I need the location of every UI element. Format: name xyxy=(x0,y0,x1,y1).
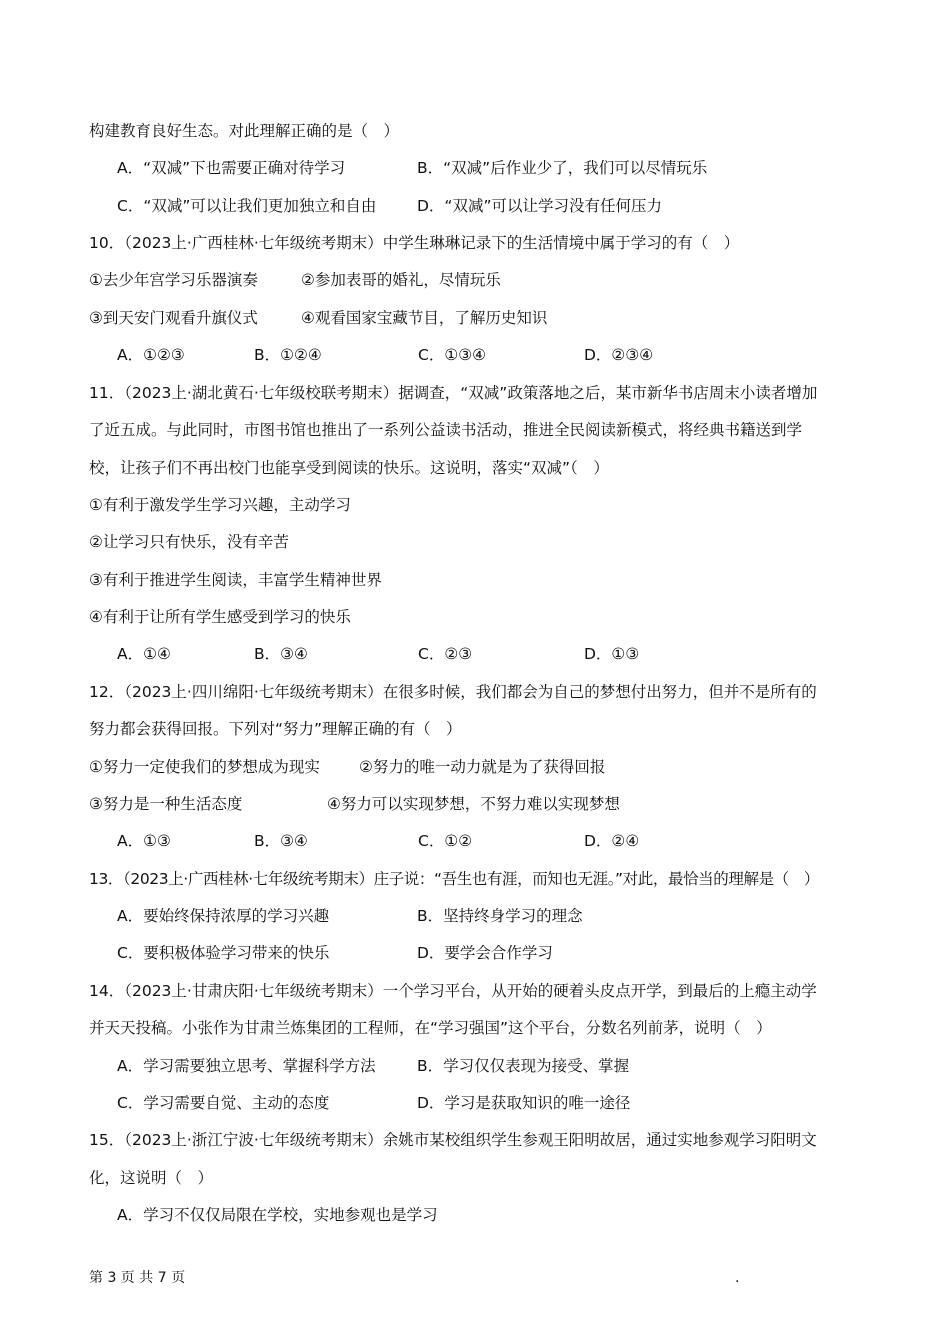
question-12-option-a: A．①③ xyxy=(117,832,171,850)
question-14-option-a: A．学习需要独立思考、掌握科学方法 xyxy=(117,1057,376,1075)
question-11-statement-3: ③有利于推进学生阅读，丰富学生精神世界 xyxy=(89,571,382,589)
question-12-stem-1: 12．（2023上·四川绵阳·七年级统考期末）在很多时候，我们都会为自己的梦想付出努力，但并不是所有的 xyxy=(89,683,817,701)
question-11-option-c: C．②③ xyxy=(418,645,473,663)
question-10-statement-2: ②参加表哥的婚礼，尽情玩乐 xyxy=(301,271,501,289)
question-10-option-d: D．②③④ xyxy=(584,346,654,364)
question-10-option-c: C．①③④ xyxy=(418,346,487,364)
question-13-option-a: A．要始终保持浓厚的学习兴趣 xyxy=(117,907,330,925)
question-14-option-d: D．学习是获取知识的唯一途径 xyxy=(417,1094,631,1112)
page-number-footer: 第 3 页 共 7 页 xyxy=(89,1270,186,1286)
question-12-option-d: D．②④ xyxy=(584,832,640,850)
question-9-option-b: B．“双减”后作业少了，我们可以尽情玩乐 xyxy=(417,159,708,177)
question-9-stem-end: 构建教育良好生态。对此理解正确的是（ ） xyxy=(89,122,400,140)
question-10-stem: 10．（2023上·广西桂林·七年级统考期末）中学生琳琳记录下的生活情境中属于学习的有（ ） xyxy=(89,234,740,252)
question-15-option-a: A．学习不仅仅局限在学校，实地参观也是学习 xyxy=(117,1206,438,1224)
question-15-stem-1: 15．（2023上·浙江宁波·七年级统考期末）余姚市某校组织学生参观王阳明故居，通过实地参观学习阳明文 xyxy=(89,1131,817,1149)
question-12-statement-2: ②努力的唯一动力就是为了获得回报 xyxy=(359,758,606,776)
question-11-option-d: D．①③ xyxy=(584,645,640,663)
question-11-stem-2: 了近五成。与此同时，市图书馆也推出了一系列公益读书活动，推进全民阅读新模式，将经典书籍送到学 xyxy=(89,421,803,439)
question-11-stem-3: 校，让孩子们不再出校门也能享受到阅读的快乐。这说明，落实“双减”（ ） xyxy=(89,459,609,477)
question-12-stem-2: 努力都会获得回报。下列对“努力”理解正确的有（ ） xyxy=(89,720,462,738)
question-12-statement-3: ③努力是一种生活态度 xyxy=(89,795,243,813)
question-10-option-b: B．①②④ xyxy=(254,346,322,364)
question-14-stem-2: 并天天投稿。小张作为甘肃兰炼集团的工程师，在“学习强国”这个平台，分数名列前茅，说明（ ） xyxy=(89,1019,772,1037)
question-10-statement-3: ③到天安门观看升旗仪式 xyxy=(89,309,258,327)
question-14-option-c: C．学习需要自觉、主动的态度 xyxy=(117,1094,330,1112)
question-10-statement-4: ④观看国家宝藏节目，了解历史知识 xyxy=(301,309,548,327)
question-11-statement-4: ④有利于让所有学生感受到学习的快乐 xyxy=(89,608,351,626)
question-11-stem-1: 11．（2023上·湖北黄石·七年级校联考期末）据调查，“双减”政策落地之后，某市新华书店周末小读者增加 xyxy=(89,384,818,402)
question-11-option-a: A．①④ xyxy=(117,645,171,663)
footer-dot: . xyxy=(735,1270,740,1286)
question-14-option-b: B．学习仅仅表现为接受、掌握 xyxy=(417,1057,630,1075)
question-12-statement-4: ④努力可以实现梦想，不努力难以实现梦想 xyxy=(327,795,620,813)
question-12-option-b: B．③④ xyxy=(254,832,308,850)
question-10-option-a: A．①②③ xyxy=(117,346,185,364)
question-14-stem-1: 14．（2023上·甘肃庆阳·七年级统考期末）一个学习平台，从开始的硬着头皮点开学，到最后的上瘾主动学 xyxy=(89,982,817,1000)
question-13-option-c: C．要积极体验学习带来的快乐 xyxy=(117,944,330,962)
question-9-option-d: D．“双减”可以让学习没有任何压力 xyxy=(417,197,662,215)
question-11-statement-1: ①有利于激发学生学习兴趣，主动学习 xyxy=(89,496,351,514)
question-9-option-c: C．“双减”可以让我们更加独立和自由 xyxy=(117,197,377,215)
question-13-stem: 13．（2023上·广西桂林·七年级统考期末）庄子说：“吾生也有涯，而知也无涯。”对此，最恰当的理解是（ ） xyxy=(89,870,819,888)
question-15-stem-2: 化，这说明（ ） xyxy=(89,1169,214,1187)
question-13-option-b: B．坚持终身学习的理念 xyxy=(417,907,583,925)
question-12-statement-1: ①努力一定使我们的梦想成为现实 xyxy=(89,758,320,776)
question-10-statement-1: ①去少年宫学习乐器演奏 xyxy=(89,271,258,289)
question-12-option-c: C．①② xyxy=(418,832,473,850)
question-13-option-d: D．要学会合作学习 xyxy=(417,944,553,962)
question-11-option-b: B．③④ xyxy=(254,645,308,663)
question-11-statement-2: ②让学习只有快乐，没有辛苦 xyxy=(89,533,289,551)
question-9-option-a: A．“双减”下也需要正确对待学习 xyxy=(117,159,346,177)
